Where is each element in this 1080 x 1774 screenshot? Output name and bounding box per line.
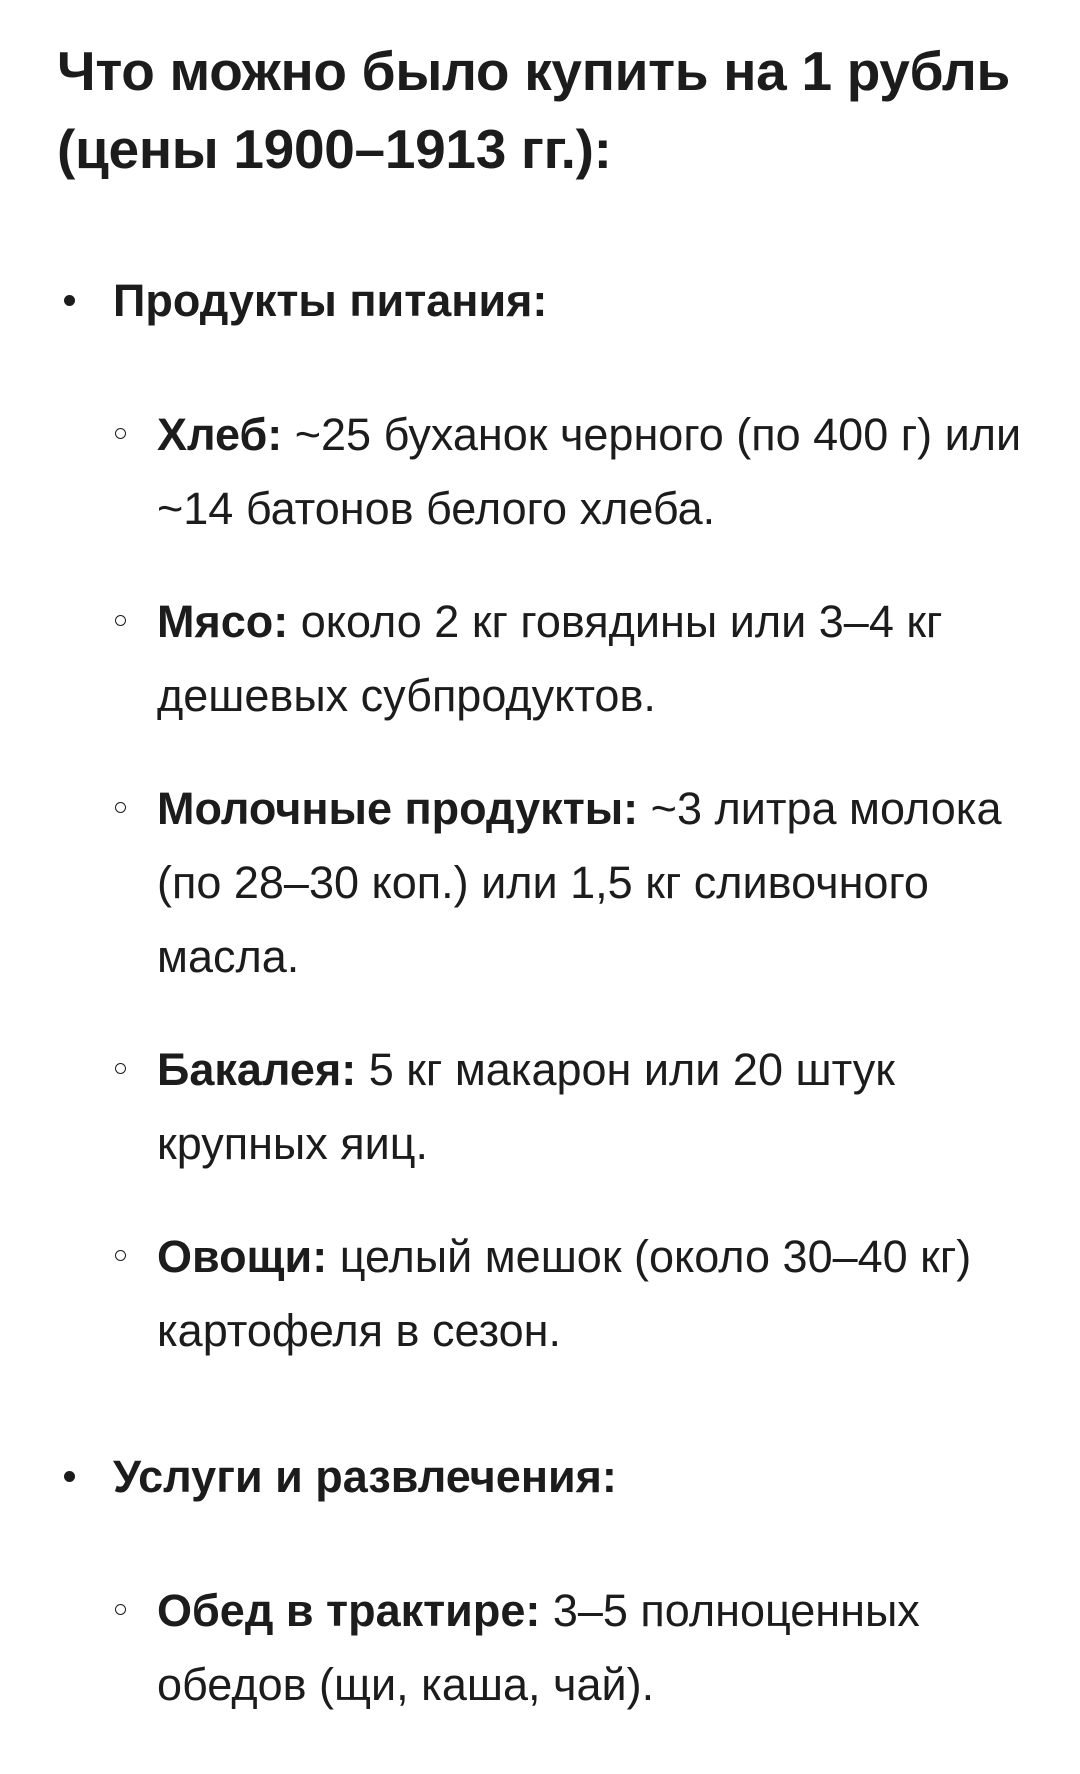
bullet-circle-icon bbox=[115, 428, 126, 439]
item-label: Хлеб: bbox=[157, 409, 283, 460]
bullet-circle-icon bbox=[115, 1063, 126, 1074]
item-text: 5 кг макарон или 20 штук крупных яиц. bbox=[157, 1044, 895, 1169]
list-item-tavern-dinner bbox=[113, 1574, 1040, 1722]
item-label: Молочные продукты: bbox=[157, 783, 639, 834]
item-text: около 2 кг говядины или 3–4 кг дешевых субпродуктов. bbox=[157, 596, 943, 721]
item-text: 3–5 полноценных обедов (щи, каша, чай). bbox=[157, 1585, 920, 1710]
food-list bbox=[113, 398, 1040, 1368]
category-food bbox=[57, 270, 1040, 1368]
category-services bbox=[57, 1446, 1040, 1722]
item-text: ~25 буханок черного (по 400 г) или ~14 батонов белого хлеба. bbox=[157, 409, 1022, 534]
item-label: Овощи: bbox=[157, 1231, 328, 1282]
services-list bbox=[113, 1574, 1040, 1722]
section-heading: Услуги и развлечения: bbox=[113, 1451, 617, 1502]
item-label: Обед в трактире: bbox=[157, 1585, 541, 1636]
list-item-meat bbox=[113, 585, 1040, 733]
page-title: Что можно было купить на 1 рубль (цены 1900–1913 гг.): bbox=[57, 40, 1011, 180]
category-list bbox=[57, 270, 1040, 1722]
bullet-circle-icon bbox=[115, 615, 126, 626]
list-item-grocery bbox=[113, 1033, 1040, 1181]
item-text: целый мешок (около 30–40 кг) картофеля в сезон. bbox=[157, 1231, 972, 1356]
list-item-dairy bbox=[113, 772, 1040, 994]
item-label: Бакалея: bbox=[157, 1044, 357, 1095]
item-label: Мясо: bbox=[157, 596, 289, 647]
bullet-dot-icon bbox=[64, 295, 75, 306]
bullet-circle-icon bbox=[115, 1604, 126, 1615]
list-item-bread bbox=[113, 398, 1040, 546]
bullet-dot-icon bbox=[64, 1471, 75, 1482]
list-item-vegetables bbox=[113, 1220, 1040, 1368]
item-text: ~3 литра молока (по 28–30 коп.) или 1,5 кг сливочного масла. bbox=[157, 783, 1002, 982]
bullet-circle-icon bbox=[115, 1250, 126, 1261]
bullet-circle-icon bbox=[115, 802, 126, 813]
section-heading: Продукты питания: bbox=[113, 275, 548, 326]
